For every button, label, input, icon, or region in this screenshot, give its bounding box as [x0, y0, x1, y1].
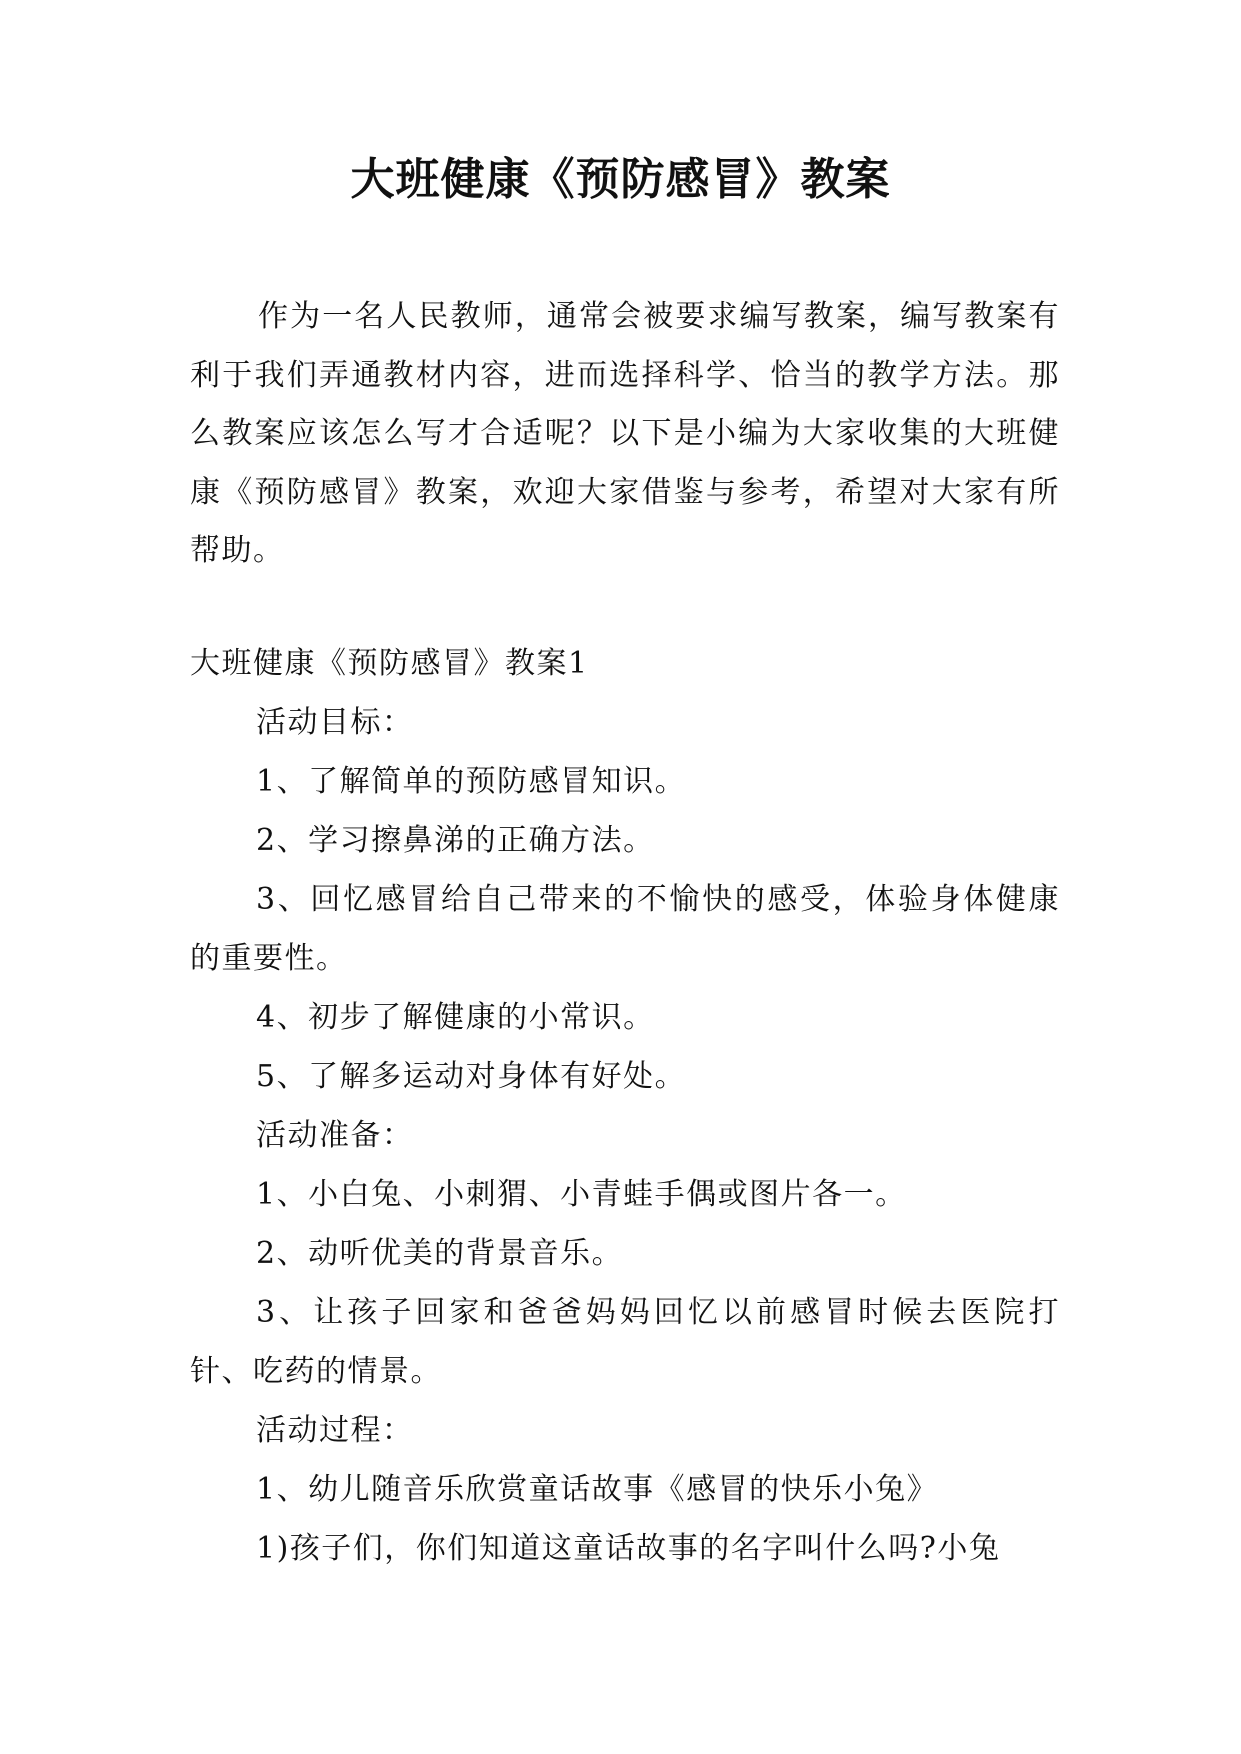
goal-item: 4、初步了解健康的小常识。	[256, 1000, 655, 1035]
preparation-label: 活动准备：	[256, 1118, 414, 1153]
goal-item: 3、回忆感冒给自己带来的不愉快的感受，体验身体健康的重要性。	[190, 882, 1060, 976]
goal-item: 5、了解多运动对身体有好处。	[256, 1059, 687, 1094]
section-heading: 大班健康《预防感冒》教案1	[190, 646, 589, 681]
goal-item: 1、了解简单的预防感冒知识。	[256, 764, 687, 799]
goals-label: 活动目标：	[256, 705, 414, 740]
goal-item: 2、学习擦鼻涕的正确方法。	[256, 823, 655, 858]
preparation-item: 2、动听优美的背景音乐。	[256, 1236, 624, 1271]
process-item: 1、幼儿随音乐欣赏童话故事《感冒的快乐小兔》	[256, 1472, 939, 1507]
preparation-item: 3、让孩子回家和爸爸妈妈回忆以前感冒时候去医院打针、吃药的情景。	[190, 1295, 1060, 1389]
process-label: 活动过程：	[256, 1413, 414, 1448]
process-item: 1)孩子们，你们知道这童话故事的名字叫什么吗?小兔	[256, 1531, 1001, 1566]
intro-paragraph: 作为一名人民教师，通常会被要求编写教案，编写教案有利于我们弄通教材内容，进而选择科学、恰当的教学方法。那么教案应该怎么写才合适呢？以下是小编为大家收集的大班健康《预防感冒》教案，欢迎大家借鉴与参考，希望对大家有所帮助。	[190, 299, 1060, 568]
preparation-item: 1、小白兔、小刺猬、小青蛙手偶或图片各一。	[256, 1177, 907, 1212]
lesson-plan-section	[190, 634, 1060, 1578]
document-title: 大班健康《预防感冒》教案	[350, 154, 891, 205]
